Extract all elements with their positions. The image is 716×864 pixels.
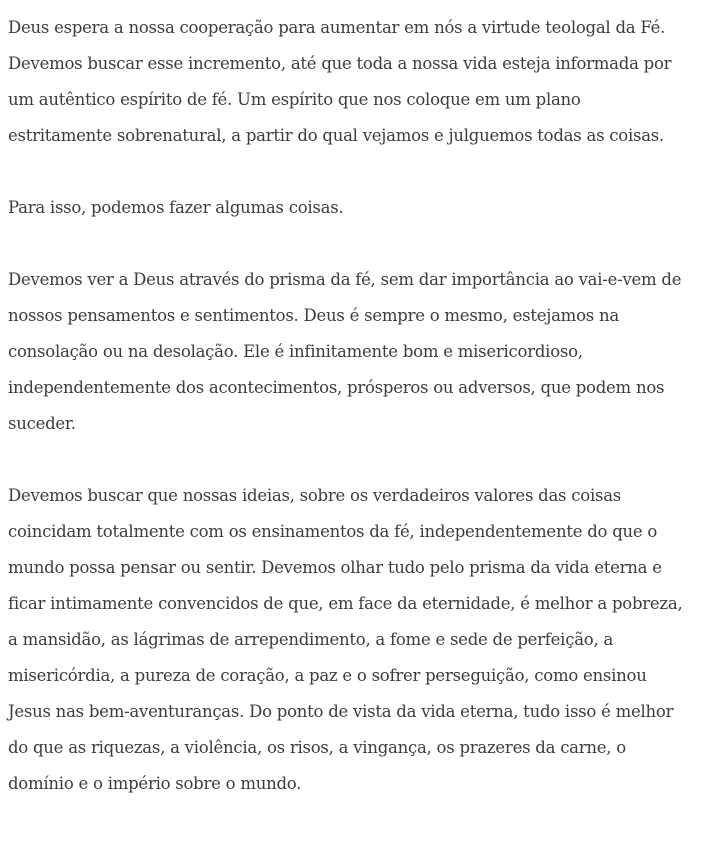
paragraph-1: Deus espera a nossa cooperação para aumentar em nós a virtude teologal da Fé. Devemos buscar esse incremento, até que toda a nossa vida esteja informada por um autêntico espírito de fé. Um espírito que nos coloque em um plano estritamente sobrenatural, a partir do qual vejamos e julguemos todas as coisas. (8, 18, 672, 145)
paragraph-2: Para isso, podemos fazer algumas coisas. (8, 198, 344, 217)
article-body (8, 10, 688, 802)
paragraph-3: Devemos ver a Deus através do prisma da fé, sem dar importância ao vai-e-vem de nossos pensamentos e sentimentos. Deus é sempre o mesmo, estejamos na consolação ou na desolação. Ele é infinitamente bom e misericordioso, independentemente dos acontecimentos, prósperos ou adversos, que podem nos suceder. (8, 270, 682, 433)
paragraph-4: Devemos buscar que nossas ideias, sobre os verdadeiros valores das coisas coincidam totalmente com os ensinamentos da fé, independentemente do que o mundo possa pensar ou sentir. Devemos olhar tudo pelo prisma da vida eterna e ficar intimamente convencidos de que, em face da eternidade, é melhor a pobreza, a mansidão, as lágrimas de arrependimento, a fome e sede de perfeição, a misericórdia, a pureza de coração, a paz e o sofrer perseguição, como ensinou Jesus nas bem-aventuranças. Do ponto de vista da vida eterna, tudo isso é melhor do que as riquezas, a violência, os risos, a vingança, os prazeres da carne, o domínio e o império sobre o mundo. (8, 486, 683, 793)
